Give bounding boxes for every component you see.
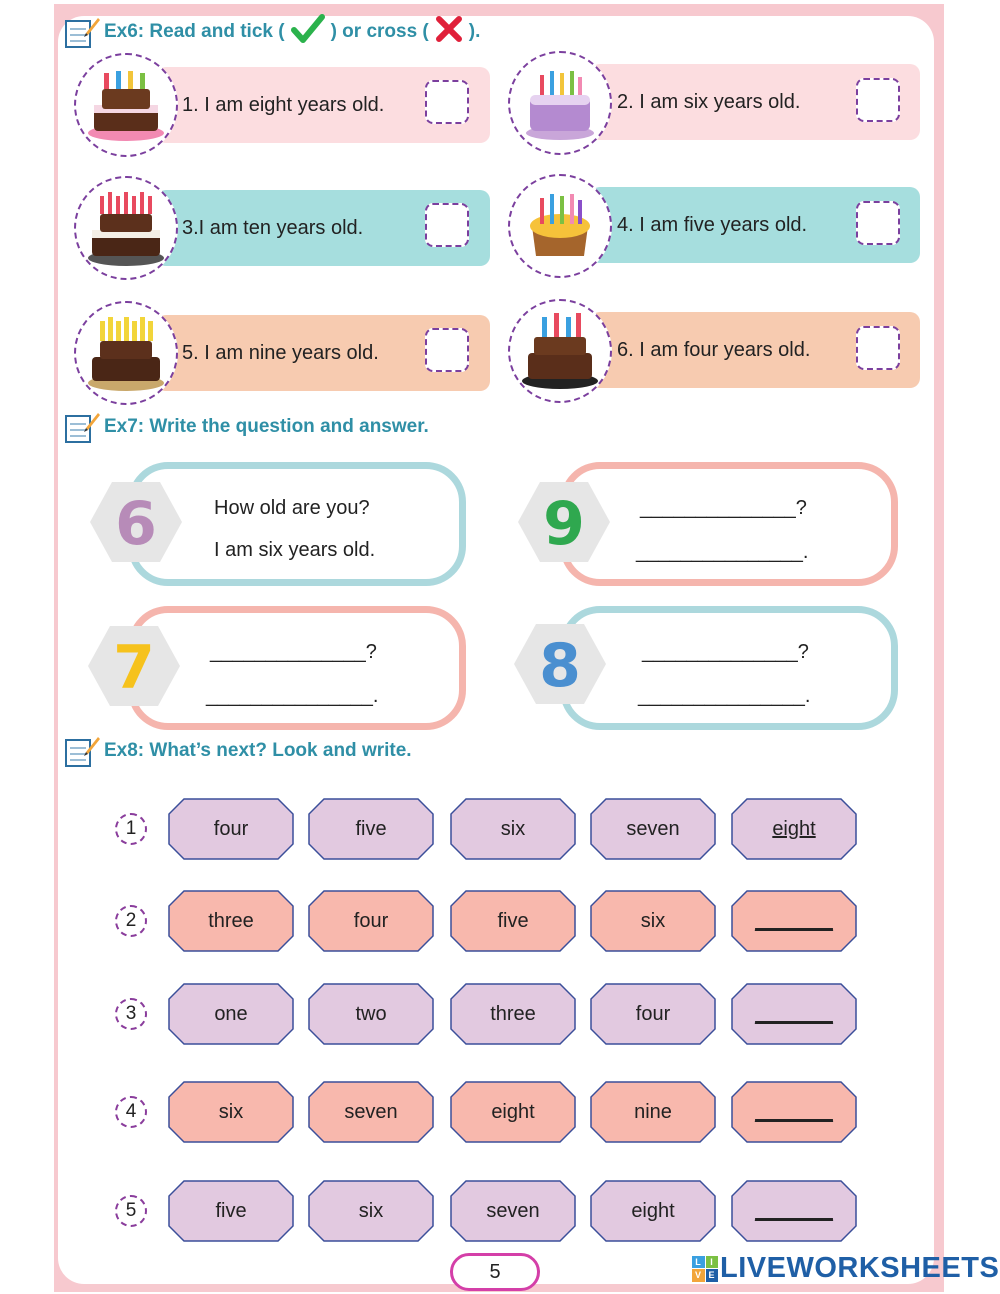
sequence-word-box <box>168 1180 294 1242</box>
ex8-title <box>64 734 412 768</box>
sequence-word-box <box>450 1081 576 1143</box>
number-eight: 8 <box>539 631 581 701</box>
birthday-cake-icon <box>508 51 612 155</box>
answer-word: _______ <box>755 1199 833 1222</box>
sequence-word: six <box>358 1199 384 1222</box>
ex7-card-4-question[interactable]: ______________? <box>642 641 809 663</box>
sequence-word-box <box>308 1180 434 1242</box>
row-number-badge: 3 <box>115 998 147 1030</box>
ex7-card-3-answer[interactable]: _______________. <box>206 685 379 707</box>
sequence-word: six <box>218 1100 244 1123</box>
answer-word: _______ <box>755 1100 833 1123</box>
ex7-card-3-question[interactable]: ______________? <box>210 641 377 663</box>
ex6-item-6-label: 6. I am four years old. <box>617 339 811 361</box>
sequence-word-box <box>590 983 716 1045</box>
ex6-item-1-checkbox[interactable] <box>425 80 469 124</box>
ex6-title-end: ). <box>468 21 481 42</box>
sequence-word-box <box>168 890 294 952</box>
sequence-word: five <box>355 817 387 840</box>
sequence-word: six <box>640 909 666 932</box>
ex6-title-start: Ex6: Read and tick ( <box>104 21 285 42</box>
answer-word: eight <box>772 817 816 840</box>
sequence-word: seven <box>626 817 680 840</box>
answer-word: _______ <box>755 1002 833 1025</box>
sequence-word: six <box>500 817 526 840</box>
answer-word-box[interactable] <box>731 798 857 860</box>
ex7-card-2-question[interactable]: ______________? <box>640 497 807 519</box>
sequence-word-box <box>590 798 716 860</box>
ex6-item-3-checkbox[interactable] <box>425 203 469 247</box>
ex7-card-1-answer: I am six years old. <box>214 539 376 561</box>
ex6-item-2-checkbox[interactable] <box>856 78 900 122</box>
ex7-title-text: Ex7: Write the question and answer. <box>104 416 429 437</box>
sequence-word: three <box>490 1002 536 1025</box>
sequence-word: three <box>208 909 254 932</box>
sequence-word-box <box>590 890 716 952</box>
ex6-title-middle: ) or cross ( <box>330 21 429 42</box>
brand-name: LIVEWORKSHEETS <box>720 1252 1000 1284</box>
ex6-item-3-label: 3.I am ten years old. <box>182 217 364 239</box>
ex7-card-4-answer[interactable]: _______________. <box>638 685 811 707</box>
answer-word-box[interactable] <box>731 1081 857 1143</box>
sequence-word: eight <box>631 1199 675 1222</box>
sequence-word: five <box>215 1199 247 1222</box>
answer-word-box[interactable] <box>731 983 857 1045</box>
birthday-cake-icon <box>508 299 612 403</box>
sequence-word: seven <box>486 1199 540 1222</box>
birthday-cake-icon <box>508 174 612 278</box>
ex6-item-5-label: 5. I am nine years old. <box>182 342 379 364</box>
number-nine: 9 <box>543 489 585 559</box>
notepad-pencil-icon <box>64 410 100 444</box>
birthday-cake-icon <box>74 301 178 405</box>
sequence-word: five <box>497 909 529 932</box>
check-mark-icon <box>291 14 325 50</box>
birthday-cake-icon <box>74 53 178 157</box>
ex6-item-2-label: 2. I am six years old. <box>617 91 801 113</box>
sequence-word: seven <box>344 1100 398 1123</box>
sequence-word-box <box>308 1081 434 1143</box>
row-number-badge: 1 <box>115 813 147 845</box>
sequence-word: four <box>635 1002 671 1025</box>
sequence-word-box <box>308 890 434 952</box>
sequence-word: eight <box>491 1100 535 1123</box>
sequence-word-box <box>450 1180 576 1242</box>
sequence-word-box <box>168 798 294 860</box>
sequence-word-box <box>168 983 294 1045</box>
sequence-word-box <box>308 983 434 1045</box>
sequence-word-box <box>450 983 576 1045</box>
sequence-word-box <box>308 798 434 860</box>
ex8-title-text: Ex8: What’s next? Look and write. <box>104 740 412 761</box>
sequence-word-box <box>590 1180 716 1242</box>
sequence-word: four <box>213 817 249 840</box>
number-seven-badge <box>86 624 182 708</box>
number-nine-badge <box>516 480 612 564</box>
birthday-cake-icon <box>74 176 178 280</box>
number-six-badge <box>88 480 184 564</box>
notepad-pencil-icon <box>64 15 100 49</box>
ex6-item-6-checkbox[interactable] <box>856 326 900 370</box>
answer-word-box[interactable] <box>731 1180 857 1242</box>
ex6-item-4-label: 4. I am five years old. <box>617 214 808 236</box>
sequence-word-box <box>590 1081 716 1143</box>
answer-word-box[interactable] <box>731 890 857 952</box>
ex6-title <box>64 14 480 50</box>
row-number-badge: 5 <box>115 1195 147 1227</box>
cross-mark-icon <box>435 15 463 49</box>
liveworksheets-brand <box>692 1252 999 1285</box>
sequence-word-box <box>450 890 576 952</box>
row-number-badge: 4 <box>115 1096 147 1128</box>
sequence-word-box <box>168 1081 294 1143</box>
ex7-card-2-answer[interactable]: _______________. <box>636 541 809 563</box>
answer-word: _______ <box>755 909 833 932</box>
sequence-word: four <box>353 909 389 932</box>
ex7-title <box>64 410 429 444</box>
sequence-word: two <box>355 1002 387 1025</box>
number-six: 6 <box>115 489 157 559</box>
sequence-word-box <box>450 798 576 860</box>
ex6-item-1-label: 1. I am eight years old. <box>182 94 385 116</box>
ex7-card-4 <box>560 606 898 730</box>
number-seven: 7 <box>113 633 155 703</box>
page-number: 5 <box>450 1253 540 1291</box>
liveworksheets-logo-icon: L I V E <box>692 1256 718 1282</box>
number-eight-badge <box>512 622 608 706</box>
sequence-word: one <box>214 1002 248 1025</box>
ex7-card-1-question: How old are you? <box>214 497 370 519</box>
row-number-badge: 2 <box>115 905 147 937</box>
sequence-word: nine <box>634 1100 672 1123</box>
ex6-item-4-checkbox[interactable] <box>856 201 900 245</box>
ex6-item-5-checkbox[interactable] <box>425 328 469 372</box>
notepad-pencil-icon <box>64 734 100 768</box>
